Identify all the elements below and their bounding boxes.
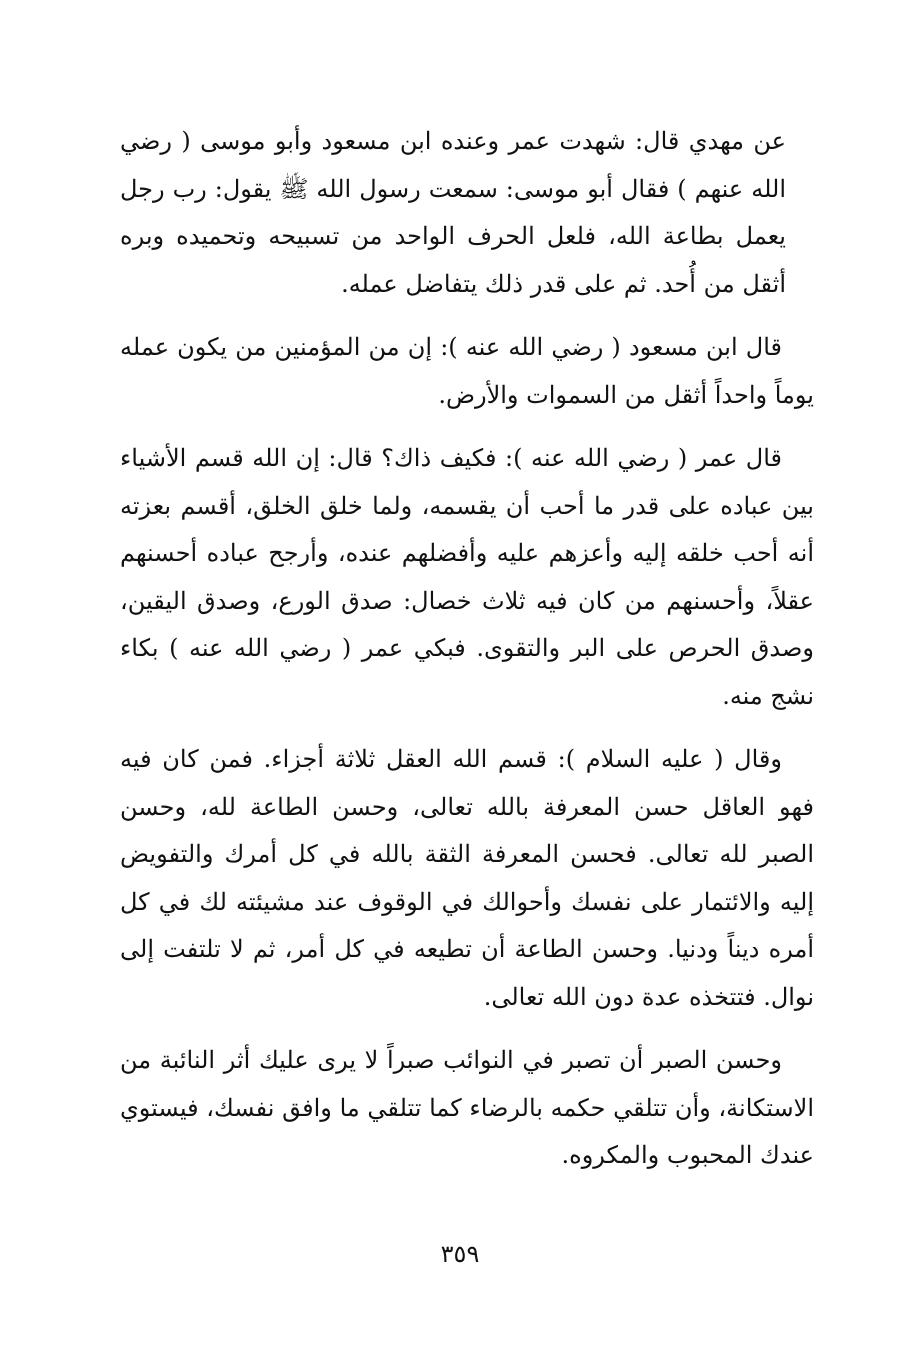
paragraph-1: عن مهدي قال: شهدت عمر وعنده ابن مسعود وأبو موسى ( رضي الله عنهم ) فقال أبو موسى: سمعت رسول الله ﷺ يقول: رب رجل يعمل بطاعة الله، فلعل الحرف الواحد من تسبيحه وتحميده وبره أثقل من أُحد. ثم على قدر ذلك يتفاضل عمله.: [120, 127, 787, 298]
paragraph-5: وحسن الصبر أن تصبر في النوائب صبراً لا يرى عليك أثر النائبة من الاستكانة، وأن تتلقي حكمه بالرضاء كما تتلقي ما وافق نفسك، فيستوي عندك المحبوب والمكروه.: [120, 1046, 814, 1169]
paragraph-4: وقال ( عليه السلام ): قسم الله العقل ثلاثة أجزاء. فمن كان فيه فهو العاقل حسن المعرفة بالله تعالى، وحسن الطاعة لله، وحسن الصبر لله تعالى. فحسن المعرفة الثقة بالله في كل أمرك والتفويض إليه والائتمار على نفسك وأحوالك في الوقوف عند مشيئته لك في كل أمره ديناً ودنيا. وحسن الطاعة أن تطيعه في كل أمر، ثم لا تلتفت إلى نوال. فتتخذه عدة دون الله تعالى.: [120, 745, 814, 1011]
paragraph-2: قال ابن مسعود ( رضي الله عنه ): إن من المؤمنين من يكون عمله يوماً واحداً أثقل من السموات والأرض.: [120, 333, 814, 409]
paragraph-3: قال عمر ( رضي الله عنه ): فكيف ذاك؟ قال: إن الله قسم الأشياء بين عباده على قدر ما أحب أن يقسمه، ولما خلق الخلق، أقسم بعزته أنه أحب خلقه إليه وأعزهم عليه وأفضلهم عنده، وأرجح عباده أحسنهم عقلاً، وأحسنهم من كان فيه ثلاث خصال: صدق الورع، وصدق اليقين، وصدق الحرص على البر والتقوى. فبكي عمر ( رضي الله عنه ) بكاء نشج منه.: [120, 444, 814, 710]
body-text: [120, 118, 814, 1196]
page-number: ٣٥٩: [440, 1240, 480, 1268]
